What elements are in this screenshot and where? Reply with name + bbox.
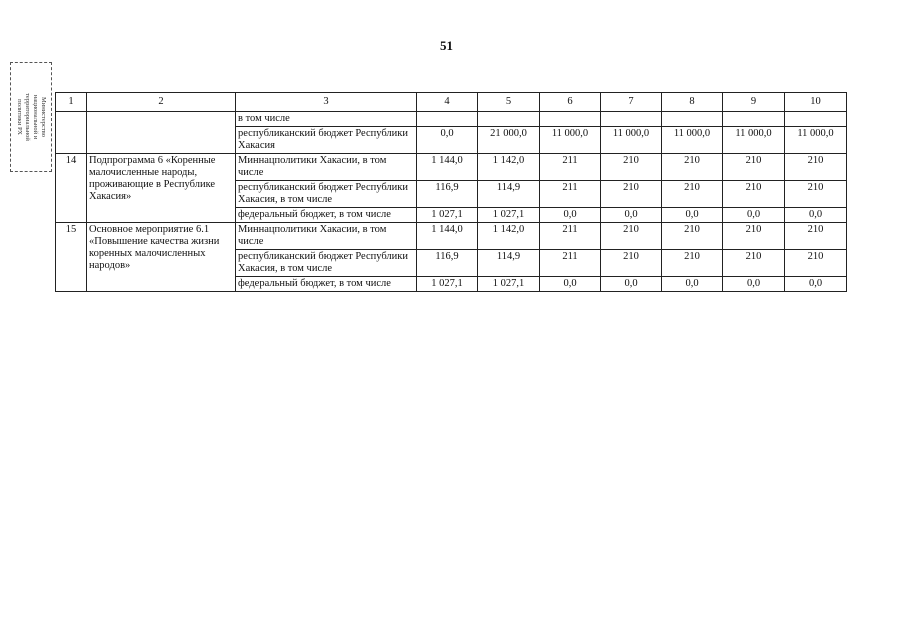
stamp-line: Министерство	[40, 96, 47, 138]
value-cell: 114,9	[478, 250, 540, 277]
value-cell: 0,0	[417, 127, 478, 154]
value-cell: 210	[662, 181, 723, 208]
funding-source-cell: федеральный бюджет, в том числе	[236, 208, 417, 223]
program-name-cell: Подпрограмма 6 «Коренные малочисленные народы, проживающие в Республике Хакасия»	[87, 154, 236, 223]
value-cell: 1 027,1	[478, 208, 540, 223]
program-name-cell	[87, 112, 236, 154]
stamp-line: политики РХ	[16, 99, 23, 135]
column-header: 7	[601, 93, 662, 112]
program-name-cell: Основное мероприятие 6.1 «Повышение качества жизни коренных малочисленных народов»	[87, 223, 236, 292]
funding-source-cell: республиканский бюджет Республики Хакасия, в том числе	[236, 250, 417, 277]
budget-table	[55, 92, 847, 292]
value-cell: 1 144,0	[417, 154, 478, 181]
value-cell: 210	[723, 154, 785, 181]
value-cell: 210	[785, 154, 847, 181]
value-cell: 0,0	[601, 208, 662, 223]
value-cell: 11 000,0	[785, 127, 847, 154]
row-number-cell	[56, 112, 87, 154]
table-row	[56, 112, 847, 127]
value-cell: 0,0	[662, 277, 723, 292]
column-header: 3	[236, 93, 417, 112]
value-cell: 210	[723, 181, 785, 208]
value-cell: 1 027,1	[478, 277, 540, 292]
funding-source-cell: республиканский бюджет Республики Хакасия	[236, 127, 417, 154]
value-cell: 11 000,0	[662, 127, 723, 154]
value-cell: 0,0	[540, 208, 601, 223]
funding-source-cell: Миннацполитики Хакасии, в том числе	[236, 154, 417, 181]
column-header: 6	[540, 93, 601, 112]
stamp-line: национальной и	[32, 94, 39, 140]
value-cell: 210	[785, 223, 847, 250]
value-cell	[540, 112, 601, 127]
column-header: 4	[417, 93, 478, 112]
column-header: 8	[662, 93, 723, 112]
value-cell: 11 000,0	[540, 127, 601, 154]
stamp-line: территориальной	[24, 93, 31, 141]
table-row	[56, 223, 847, 250]
value-cell	[417, 112, 478, 127]
page-number: 51	[440, 38, 453, 53]
column-header: 9	[723, 93, 785, 112]
value-cell	[662, 112, 723, 127]
value-cell: 210	[601, 181, 662, 208]
value-cell: 210	[723, 250, 785, 277]
value-cell: 114,9	[478, 181, 540, 208]
value-cell: 0,0	[662, 208, 723, 223]
value-cell: 0,0	[785, 277, 847, 292]
value-cell: 210	[785, 181, 847, 208]
funding-source-cell: республиканский бюджет Республики Хакасия, в том числе	[236, 181, 417, 208]
value-cell: 1 027,1	[417, 277, 478, 292]
value-cell: 11 000,0	[723, 127, 785, 154]
value-cell: 0,0	[723, 277, 785, 292]
value-cell: 210	[662, 223, 723, 250]
header-row	[56, 93, 847, 112]
value-cell: 210	[723, 223, 785, 250]
value-cell: 0,0	[601, 277, 662, 292]
value-cell	[601, 112, 662, 127]
column-header: 2	[87, 93, 236, 112]
value-cell: 210	[785, 250, 847, 277]
value-cell	[723, 112, 785, 127]
value-cell: 210	[601, 154, 662, 181]
funding-source-cell: в том числе	[236, 112, 417, 127]
value-cell: 211	[540, 154, 601, 181]
column-header: 5	[478, 93, 540, 112]
value-cell	[478, 112, 540, 127]
column-header: 1	[56, 93, 87, 112]
value-cell: 211	[540, 250, 601, 277]
table-row	[56, 154, 847, 181]
stamp-text	[15, 65, 47, 169]
value-cell: 11 000,0	[601, 127, 662, 154]
value-cell: 0,0	[723, 208, 785, 223]
value-cell: 210	[601, 223, 662, 250]
value-cell: 211	[540, 181, 601, 208]
funding-source-cell: Миннацполитики Хакасии, в том числе	[236, 223, 417, 250]
value-cell: 0,0	[785, 208, 847, 223]
funding-source-cell: федеральный бюджет, в том числе	[236, 277, 417, 292]
registration-stamp	[10, 62, 52, 172]
value-cell: 211	[540, 223, 601, 250]
value-cell: 116,9	[417, 250, 478, 277]
value-cell: 116,9	[417, 181, 478, 208]
value-cell: 210	[601, 250, 662, 277]
value-cell: 210	[662, 250, 723, 277]
value-cell: 1 027,1	[417, 208, 478, 223]
value-cell	[785, 112, 847, 127]
row-number-cell: 15	[56, 223, 87, 292]
row-number-cell: 14	[56, 154, 87, 223]
value-cell: 0,0	[540, 277, 601, 292]
value-cell: 1 142,0	[478, 223, 540, 250]
value-cell: 21 000,0	[478, 127, 540, 154]
value-cell: 1 144,0	[417, 223, 478, 250]
column-header: 10	[785, 93, 847, 112]
value-cell: 1 142,0	[478, 154, 540, 181]
value-cell: 210	[662, 154, 723, 181]
